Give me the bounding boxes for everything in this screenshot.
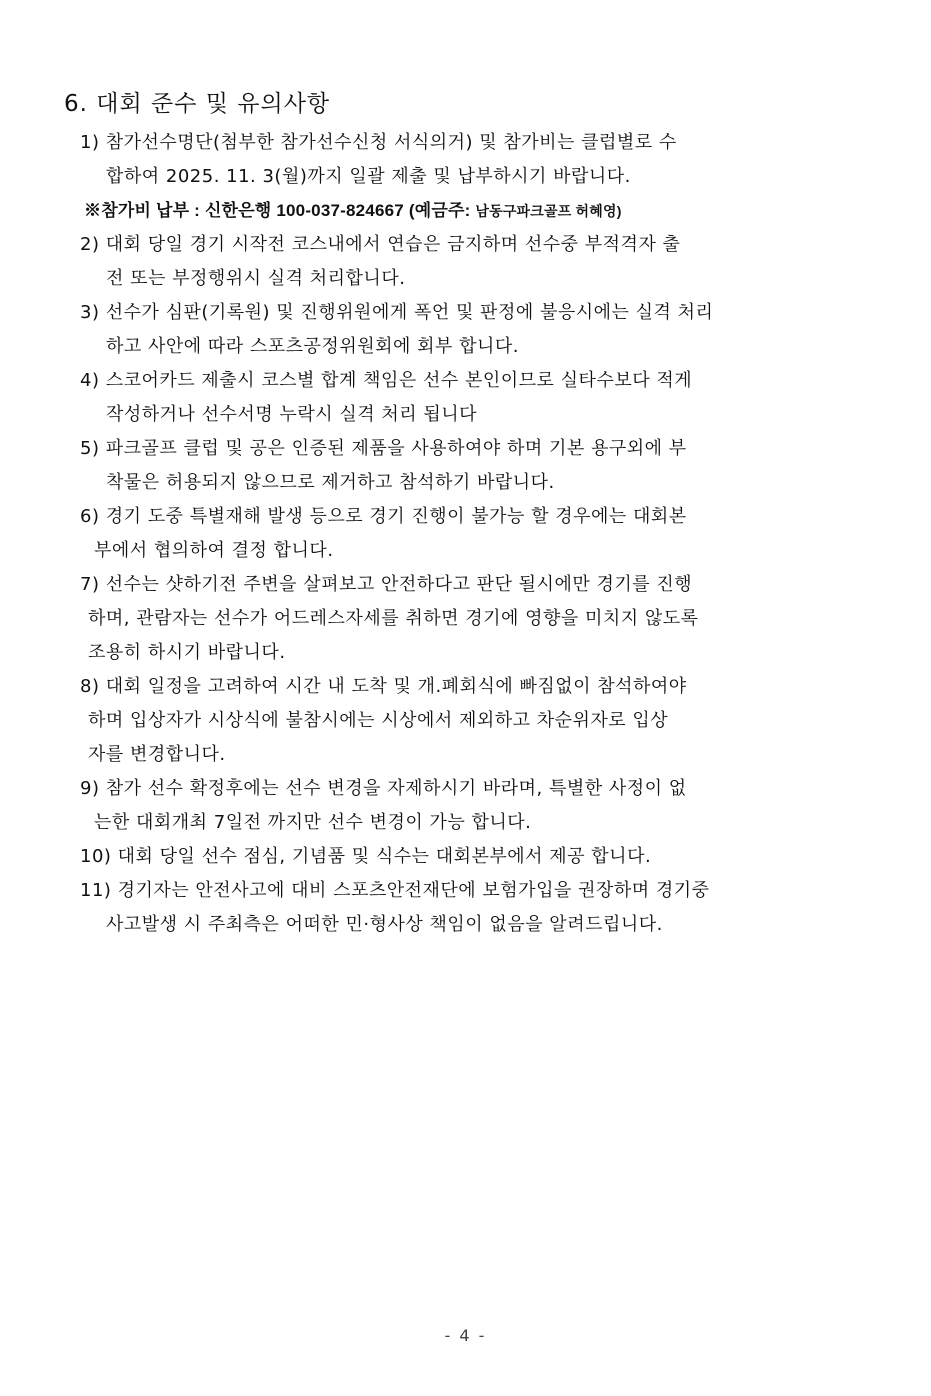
notice-line: 사고발생 시 주최측은 어떠한 민·형사상 책임이 없음을 알려드립니다.: [106, 914, 663, 935]
notice-item-5: [80, 432, 848, 500]
notice-line: 10) 대회 당일 선수 점심, 기념품 및 식수는 대회본부에서 제공 합니다.: [80, 846, 652, 867]
notice-item-9: [80, 772, 848, 840]
section-title: 6. 대회 준수 및 유의사항: [64, 91, 331, 117]
notice-item-6: [80, 500, 848, 568]
notice-line: 부에서 협의하여 결정 합니다.: [94, 540, 334, 561]
notice-line: 3) 선수가 심판(기록원) 및 진행위원에게 폭언 및 판정에 불응시에는 실격 처리: [80, 302, 714, 323]
notice-line: 전 또는 부정행위시 실격 처리합니다.: [106, 268, 406, 289]
notice-item-11: [80, 874, 848, 942]
notice-line: 9) 참가 선수 확정후에는 선수 변경을 자제하시기 바라며, 특별한 사정이 없: [80, 778, 687, 799]
notice-item-1: [80, 126, 848, 194]
payment-holder: 남동구파크골프 허혜영): [475, 203, 622, 219]
notice-line: 는한 대회개최 7일전 까지만 선수 변경이 가능 합니다.: [94, 812, 532, 833]
notice-item-3: [80, 296, 848, 364]
notice-line: 8) 대회 일정을 고려하여 시간 내 도착 및 개.폐회식에 빠짐없이 참석하여야: [80, 676, 687, 697]
notice-item-7: [80, 568, 848, 670]
notice-line: 하며, 관람자는 선수가 어드레스자세를 취하면 경기에 영향을 미치지 않도록: [88, 608, 699, 629]
notice-item-2: [80, 228, 848, 296]
notice-line: 4) 스코어카드 제출시 코스별 합계 책임은 선수 본인이므로 실타수보다 적게: [80, 370, 693, 391]
notice-line: 6) 경기 도중 특별재해 발생 등으로 경기 진행이 불가능 할 경우에는 대회본: [80, 506, 687, 527]
notice-line: 조용히 하시기 바랍니다.: [88, 642, 286, 663]
payment-info: [80, 194, 848, 228]
notice-line: 11) 경기자는 안전사고에 대비 스포츠안전재단에 보험가입을 권장하며 경기중: [80, 880, 710, 901]
page-number: - 4 -: [444, 1326, 487, 1345]
notice-line: 자를 변경합니다.: [88, 744, 226, 765]
notice-line: 1) 참가선수명단(첨부한 참가선수신청 서식의거) 및 참가비는 클럽별로 수: [80, 132, 677, 153]
notice-line: 2) 대회 당일 경기 시작전 코스내에서 연습은 금지하며 선수중 부적격자 출: [80, 234, 681, 255]
notice-list: [80, 126, 848, 942]
notice-line: 합하여 2025. 11. 3(월)까지 일괄 제출 및 납부하시기 바랍니다.: [106, 166, 631, 187]
notice-item-10: [80, 840, 848, 874]
notice-line: 하며 입상자가 시상식에 불참시에는 시상에서 제외하고 차순위자로 입상: [88, 710, 669, 731]
notice-line: 7) 선수는 샷하기전 주변을 살펴보고 안전하다고 판단 될시에만 경기를 진행: [80, 574, 693, 595]
notice-line: 착물은 허용되지 않으므로 제거하고 참석하기 바랍니다.: [106, 472, 555, 493]
notice-line: 5) 파크골프 클럽 및 공은 인증된 제품을 사용하여야 하며 기본 용구외에 부: [80, 438, 687, 459]
notice-line: 하고 사안에 따라 스포츠공정위원회에 회부 합니다.: [106, 336, 519, 357]
notice-item-8: [80, 670, 848, 772]
notice-item-4: [80, 364, 848, 432]
notice-line: 작성하거나 선수서명 누락시 실격 처리 됩니다: [106, 404, 477, 425]
payment-account: ※참가비 납부 : 신한은행 100-037-824667 (예금주:: [84, 201, 476, 220]
